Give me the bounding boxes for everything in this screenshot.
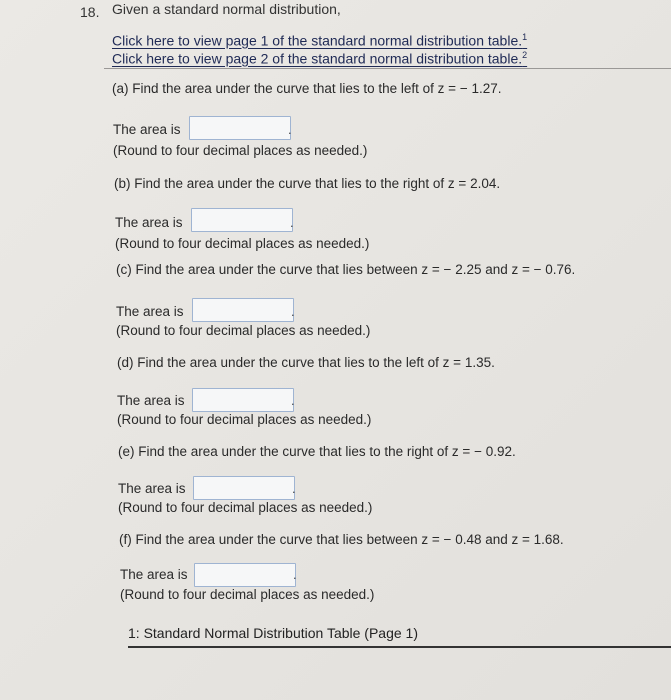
separator-line: [104, 68, 671, 69]
part-d-round-note: (Round to four decimal places as needed.): [117, 412, 372, 427]
part-d-answer-input[interactable]: [192, 388, 294, 412]
table-page-1-link[interactable]: [112, 32, 527, 49]
part-c-round-note: (Round to four decimal places as needed.): [116, 323, 371, 338]
part-e-round-note: (Round to four decimal places as needed.): [118, 500, 373, 515]
part-f-answer-label: The area is: [120, 567, 188, 582]
part-c-prompt: (c) Find the area under the curve that lies between z = − 2.25 and z = − 0.76.: [116, 262, 576, 277]
question-number: 18.: [80, 4, 100, 20]
part-d-answer-label: The area is: [117, 393, 185, 408]
part-a-answer-input[interactable]: [189, 116, 291, 140]
part-f-round-note: (Round to four decimal places as needed.): [120, 587, 375, 602]
part-a-answer-label: The area is: [113, 122, 181, 137]
part-c-answer-label: The area is: [116, 304, 184, 319]
footnote-1: 1: [522, 32, 528, 42]
table-page-2-link[interactable]: [112, 50, 527, 67]
part-b-answer-label: The area is: [115, 215, 183, 230]
part-a-period: .: [288, 122, 292, 137]
part-a-prompt: (a) Find the area under the curve that lies to the left of z = − 1.27.: [112, 81, 502, 96]
part-d-prompt: (d) Find the area under the curve that lies to the left of z = 1.35.: [117, 355, 495, 370]
part-c-answer-input[interactable]: [192, 298, 294, 322]
part-f-answer-input[interactable]: [194, 563, 296, 587]
table-title-rule: [128, 646, 671, 648]
part-e-answer-input[interactable]: [193, 476, 295, 500]
part-e-period: .: [292, 481, 296, 496]
footnote-2: 2: [522, 50, 528, 60]
part-f-period: .: [293, 567, 297, 582]
link-1-text: Click here to view page 1 of the standard normal distribution table.: [112, 32, 523, 49]
part-c-period: .: [291, 304, 295, 319]
part-b-round-note: (Round to four decimal places as needed.): [115, 236, 370, 251]
part-b-period: .: [290, 215, 294, 230]
part-f-prompt: (f) Find the area under the curve that lies between z = − 0.48 and z = 1.68.: [119, 532, 564, 547]
part-d-period: .: [291, 393, 295, 408]
part-e-answer-label: The area is: [118, 481, 186, 496]
part-b-answer-input[interactable]: [191, 208, 293, 232]
link-2-text: Click here to view page 2 of the standard normal distribution table.: [112, 50, 523, 67]
part-b-prompt: (b) Find the area under the curve that lies to the right of z = 2.04.: [114, 176, 501, 191]
table-page-1-title: 1: Standard Normal Distribution Table (Page 1): [128, 625, 419, 641]
part-a-round-note: (Round to four decimal places as needed.): [113, 143, 368, 158]
question-title: Given a standard normal distribution,: [112, 1, 341, 17]
part-e-prompt: (e) Find the area under the curve that lies to the right of z = − 0.92.: [118, 444, 516, 459]
